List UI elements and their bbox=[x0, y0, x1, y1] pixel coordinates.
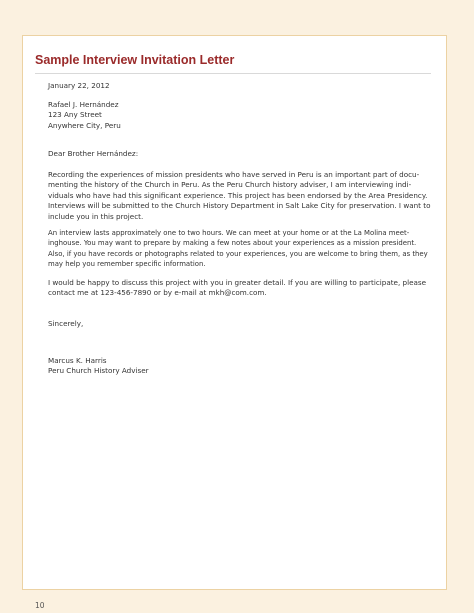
page-number: 10 bbox=[35, 601, 45, 610]
paragraph-3 bbox=[48, 278, 433, 299]
letter-date: January 22, 2012 bbox=[48, 81, 110, 90]
paragraph-line: Interviews will be submitted to the Church History Department in Salt Lake City for preservation. I want to bbox=[48, 201, 431, 211]
recipient-city: Anywhere City, Peru bbox=[48, 120, 121, 130]
recipient-address bbox=[48, 100, 433, 131]
paragraph-line: menting the history of the Church in Peru. As the Peru Church history adviser, I am interviewing indi- bbox=[48, 180, 412, 190]
paragraph-line: include you in this project. bbox=[48, 211, 144, 221]
letter-page bbox=[22, 35, 447, 590]
paragraph-line: may help you remember specific information. bbox=[48, 260, 206, 269]
paragraph-2 bbox=[48, 228, 433, 270]
paragraph-line: Also, if you have records or photographs related to your experiences, you are welcome to bring them, as they bbox=[48, 249, 428, 258]
closing: Sincerely, bbox=[48, 319, 84, 328]
paragraph-line: An interview lasts approximately one to two hours. We can meet at your home or at the La Molina meet- bbox=[48, 229, 410, 237]
signature-title: Peru Church History Adviser bbox=[48, 366, 149, 376]
salutation: Dear Brother Hernández: bbox=[48, 149, 139, 158]
paragraph-line: viduals who have had this significant experience. This project has been endorsed by the Area Presidency. bbox=[48, 190, 428, 200]
paragraph-line: Recording the experiences of mission presidents who have served in Peru is an important part of docu- bbox=[48, 170, 420, 179]
paragraph-line: I would be happy to discuss this project with you in greater detail. If you are willing to participate, please bbox=[48, 278, 427, 287]
paragraph-line: contact me at 123-456-7890 or by e-mail at mkh@com.com. bbox=[48, 288, 267, 298]
title-divider bbox=[35, 73, 431, 74]
signature-name: Marcus K. Harris bbox=[48, 356, 107, 365]
recipient-name: Rafael J. Hernández bbox=[48, 100, 119, 109]
paragraph-line: inghouse. You may want to prepare by making a few notes about your experiences as a mission president. bbox=[48, 239, 417, 248]
signature-block bbox=[48, 356, 433, 377]
letter-title: Sample Interview Invitation Letter bbox=[35, 53, 235, 67]
recipient-street: 123 Any Street bbox=[48, 110, 102, 120]
paragraph-1 bbox=[48, 170, 433, 222]
